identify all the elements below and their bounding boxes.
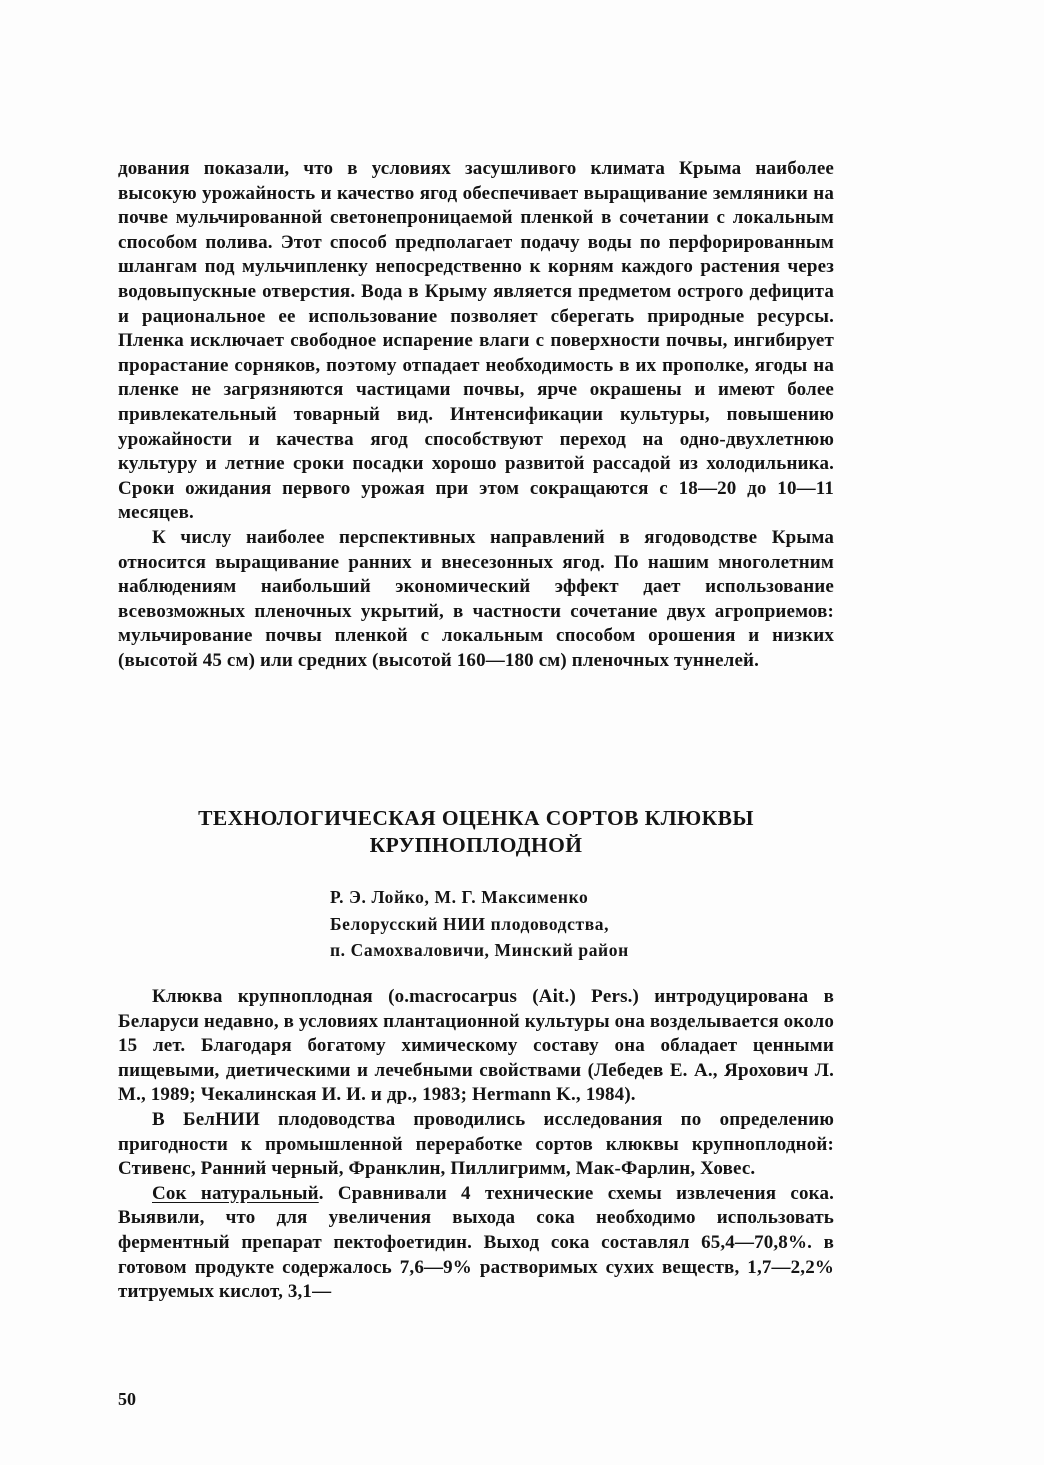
continued-text-section (118, 157, 834, 673)
author-location: п. Самохваловичи, Минский район (330, 940, 629, 960)
article-body (118, 985, 834, 1305)
page-number: 50 (118, 1389, 136, 1409)
article-title (118, 805, 834, 859)
article-byline (330, 884, 629, 964)
natural-juice-text: . Сравнивали 4 технические схемы извлечения сока. Выявили, что для увеличения выхода сока необходимо использовать ферментный препарат пектофоетидин. Выход сока составлял 65,4—70,8%. в готовом продукте содержалось 7,6—9% растворимых сухих веществ, 1,7—2,2% титруемых кислот, 3,1— (118, 1182, 834, 1303)
article-title-line-2: КРУПНОПЛОДНОЙ (369, 833, 583, 857)
continued-paragraph: дования показали, что в условиях засушливого климата Крыма наиболее высокую урожайность и качество ягод обеспечивает выращивание земляники на почве мульчированной светонепроницаемой пленкой в сочетании с локальным способом полива. Этот способ предполагает подачу воды по перфорированным шлангам под мульчипленку непосредственно к корням каждого растения через водовыпускные отверстия. Вода в Крыму является предметом острого дефицита и рациональное ее использование позволяет сберегать природные ресурсы. Пленка исключает свободное испарение влаги с поверхности почвы, ингибирует прорастание сорняков, поэтому отпадает необходимость в их прополке, ягоды на пленке не загрязняются частицами почвы, ярче окрашены и имеют более привлекательный товарный вид. Интенсификации культуры, повышению урожайности и качества ягод способствуют переход на одно-двухлетнюю культуру и летние сроки посадки хорошо развитой рассадой из холодильника. Сроки ожидания первого урожая при этом сокращаются с 18—20 до 10—11 месяцев. (118, 158, 834, 524)
article-title-line-1: ТЕХНОЛОГИЧЕСКАЯ ОЦЕНКА СОРТОВ КЛЮКВЫ (198, 806, 754, 830)
paragraph-research-varieties: В БелНИИ плодоводства проводились исследования по определению пригодности к промышленной переработке сортов клюквы крупноплодной: Стивенс, Ранний черный, Франклин, Пиллигримм, Мак-Фарлин, Ховес. (118, 1108, 834, 1180)
paragraph-natural-juice (118, 1182, 834, 1305)
paragraph-introduction: Клюква крупноплодная (o.macrocarpus (Ait.) Pers.) интродуцирована в Беларуси недавно, в условиях плантационной культуры она возделывается около 15 лет. Благодаря богатому химическому составу она обладает ценными пищевыми, диетическими и лечебными свойствами (Лебедев Е. А., Ярохович Л. М., 1989; Чекалинская И. И. и др., 1983; Hermann K., 1984). (118, 986, 835, 1106)
author-names: Р. Э. Лойко, М. Г. Максименко (330, 887, 589, 907)
subsection-heading-natural-juice: Сок натуральный (152, 1182, 319, 1204)
author-institution: Белорусский НИИ плодоводства, (330, 913, 610, 934)
paragraph-perspective-directions: К числу наиболее перспективных направлений в ягодоводстве Крыма относится выращивание ранних и внесезонных ягод. По нашим многолетним наблюдениям наибольший экономический эффект дает использование всевозможных пленочных укрытий, в частности сочетание двух агроприемов: мульчирование почвы пленкой с локальным способом орошения и низких (высотой 45 см) или средних (высотой 160—180 см) пленочных туннелей. (118, 526, 834, 671)
